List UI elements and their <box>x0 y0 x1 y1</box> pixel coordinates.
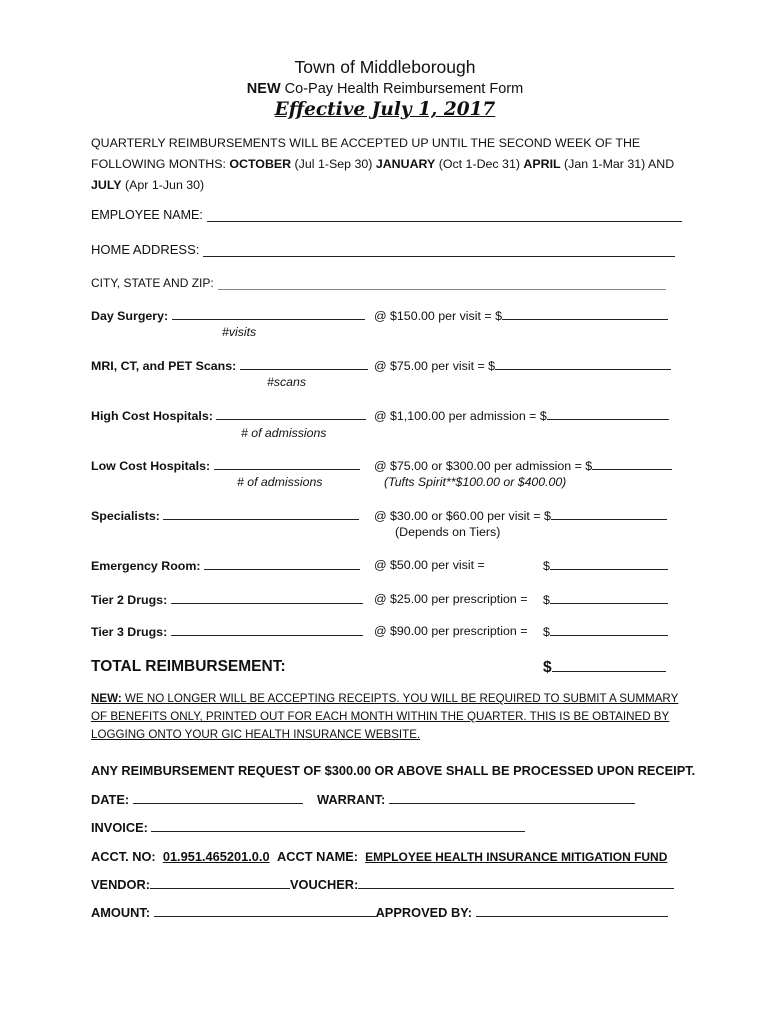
date-label: DATE: <box>91 792 130 807</box>
low-cost-rate <box>374 458 672 473</box>
specialists-label: Specialists: <box>91 509 160 523</box>
specialists-rate <box>374 508 667 523</box>
tier2-count-line[interactable] <box>171 592 363 604</box>
high-cost-row <box>91 408 366 423</box>
emergency-amount <box>543 558 668 573</box>
employee-name-label: EMPLOYEE NAME: <box>91 208 203 222</box>
tier3-label: Tier 3 Drugs: <box>91 625 168 639</box>
employee-name-field[interactable] <box>91 208 682 222</box>
amount-line[interactable] <box>154 905 376 917</box>
voucher-label: VOUCHER: <box>290 877 359 892</box>
invoice-field <box>91 820 525 835</box>
mri-rate-text: @ $75.00 per visit = $ <box>374 359 496 373</box>
city-state-zip-label: CITY, STATE AND ZIP: <box>91 276 214 290</box>
total-amount-line[interactable] <box>552 658 666 672</box>
date-field <box>91 792 303 807</box>
month-april: APRIL <box>523 157 561 171</box>
total-amount <box>543 658 666 677</box>
tier3-amount <box>543 624 668 639</box>
day-surgery-rate-text: @ $150.00 per visit = $ <box>374 309 502 323</box>
mri-row <box>91 358 368 373</box>
tier2-rate: @ $25.00 per prescription = <box>374 592 528 606</box>
tier3-count-line[interactable] <box>171 624 363 636</box>
warrant-label: WARRANT: <box>317 792 386 807</box>
day-surgery-label: Day Surgery: <box>91 309 169 323</box>
emergency-amount-line[interactable] <box>550 558 668 570</box>
low-cost-label: Low Cost Hospitals: <box>91 459 211 473</box>
mri-rate <box>374 358 671 373</box>
range-4: (Apr 1-Jun 30) <box>121 178 205 192</box>
day-surgery-row <box>91 308 365 323</box>
home-address-line[interactable] <box>203 244 675 257</box>
acct-name-field <box>277 849 667 864</box>
warrant-line[interactable] <box>389 792 635 804</box>
tier2-amount <box>543 592 668 607</box>
month-january: JANUARY <box>375 157 436 171</box>
emergency-rate: @ $50.00 per visit = <box>374 558 485 572</box>
approved-by-label: APPROVED BY: <box>375 905 473 920</box>
tier2-dollar: $ <box>543 593 550 607</box>
total-label: TOTAL REIMBURSEMENT: <box>91 658 286 675</box>
low-cost-note: # of admissions <box>237 475 323 489</box>
emergency-dollar: $ <box>543 559 550 573</box>
notice-new-label: NEW: <box>91 692 122 705</box>
vendor-line[interactable] <box>150 877 290 889</box>
specialists-row <box>91 508 359 523</box>
day-surgery-rate <box>374 308 668 323</box>
mri-note: #scans <box>267 375 306 389</box>
acct-no-label: ACCT. NO: <box>91 849 156 864</box>
low-cost-amount-line[interactable] <box>592 458 672 470</box>
tier3-amount-line[interactable] <box>550 624 668 636</box>
high-cost-count-line[interactable] <box>216 408 366 420</box>
mri-label: MRI, CT, and PET Scans: <box>91 359 237 373</box>
acct-no-value: 01.951.465201.0.0 <box>162 849 270 864</box>
employee-name-line[interactable] <box>207 209 682 222</box>
acct-no-field <box>91 849 270 864</box>
high-cost-rate <box>374 408 669 423</box>
invoice-line[interactable] <box>151 820 525 832</box>
intro-paragraph <box>91 133 691 196</box>
emergency-row <box>91 558 360 573</box>
vendor-voucher-field <box>91 877 674 892</box>
new-word: NEW <box>246 81 281 97</box>
month-october: OCTOBER <box>229 157 292 171</box>
acct-name-label: ACCT NAME: <box>277 849 359 864</box>
day-surgery-note: #visits <box>222 325 257 339</box>
tier2-label: Tier 2 Drugs: <box>91 593 168 607</box>
notice-text: WE NO LONGER WILL BE ACCEPTING RECEIPTS. YOU WILL BE REQUIRED TO SUBMIT A SUMMARY OF BENEFITS ONLY, PRINTED OUT FOR EACH MONTH WITHIN THE QUARTER. THIS IS BE OBTAINED BY LOGGING ONTO YOUR GIC HEALTH INSURANCE WEBSITE. <box>91 692 679 741</box>
low-cost-row <box>91 458 360 473</box>
effective-date: Effective July 1, 2017 <box>274 99 496 120</box>
intro-text: QUARTERLY REIMBURSEMENTS WILL BE ACCEPTED UP UNTIL THE SECOND WEEK OF THE FOLLOWING MONTHS: <box>91 136 641 171</box>
specialists-rate-text: @ $30.00 or $60.00 per visit = $ <box>374 509 551 523</box>
range-3: (Jan 1-Mar 31) AND <box>560 157 675 171</box>
range-1: (Jul 1-Sep 30) <box>291 157 376 171</box>
high-cost-rate-text: @ $1,100.00 per admission = $ <box>374 409 547 423</box>
home-address-label: HOME ADDRESS: <box>91 242 200 257</box>
tier3-dollar: $ <box>543 625 550 639</box>
specialists-amount-line[interactable] <box>551 508 667 520</box>
home-address-field[interactable] <box>91 242 675 257</box>
tier2-amount-line[interactable] <box>550 592 668 604</box>
high-cost-amount-line[interactable] <box>547 408 669 420</box>
low-cost-count-line[interactable] <box>214 458 360 470</box>
notice-paragraph <box>91 690 691 744</box>
low-cost-rate-text: @ $75.00 or $300.00 per admission = $ <box>374 459 593 473</box>
form-subtitle <box>0 81 770 97</box>
tier3-row <box>91 624 363 639</box>
range-2: (Oct 1-Dec 31) <box>435 157 524 171</box>
amount-approved-field <box>91 905 668 920</box>
city-state-zip-line[interactable] <box>218 277 666 290</box>
tiers-note: (Depends on Tiers) <box>395 525 501 539</box>
high-cost-label: High Cost Hospitals: <box>91 409 213 423</box>
total-dollar: $ <box>543 659 552 676</box>
warrant-field <box>317 792 635 807</box>
voucher-line[interactable] <box>358 877 674 889</box>
day-surgery-amount-line[interactable] <box>502 308 668 320</box>
tufts-note: (Tufts Spirit**$100.00 or $400.00) <box>384 475 567 489</box>
town-title: Town of Middleborough <box>294 57 476 77</box>
date-line[interactable] <box>133 792 303 804</box>
day-surgery-count-line[interactable] <box>172 308 365 320</box>
specialists-count-line[interactable] <box>163 508 359 520</box>
form-name: Co-Pay Health Reimbursement Form <box>284 81 524 97</box>
amount-label: AMOUNT: <box>91 905 150 920</box>
acct-name-value: EMPLOYEE HEALTH INSURANCE MITIGATION FUND <box>365 850 668 864</box>
processing-statement: ANY REIMBURSEMENT REQUEST OF $300.00 OR ABOVE SHALL BE PROCESSED UPON RECEIPT. <box>91 763 696 778</box>
emergency-label: Emergency Room: <box>91 559 201 573</box>
mri-count-line[interactable] <box>240 358 368 370</box>
city-state-zip-field[interactable] <box>91 276 666 290</box>
emergency-count-line[interactable] <box>204 558 360 570</box>
tier2-row <box>91 592 363 607</box>
invoice-label: INVOICE: <box>91 820 148 835</box>
tier3-rate: @ $90.00 per prescription = <box>374 624 528 638</box>
high-cost-note: # of admissions <box>241 426 327 440</box>
approved-by-line[interactable] <box>476 905 668 917</box>
vendor-label: VENDOR: <box>91 877 151 892</box>
mri-amount-line[interactable] <box>495 358 671 370</box>
month-july: JULY <box>91 178 122 192</box>
